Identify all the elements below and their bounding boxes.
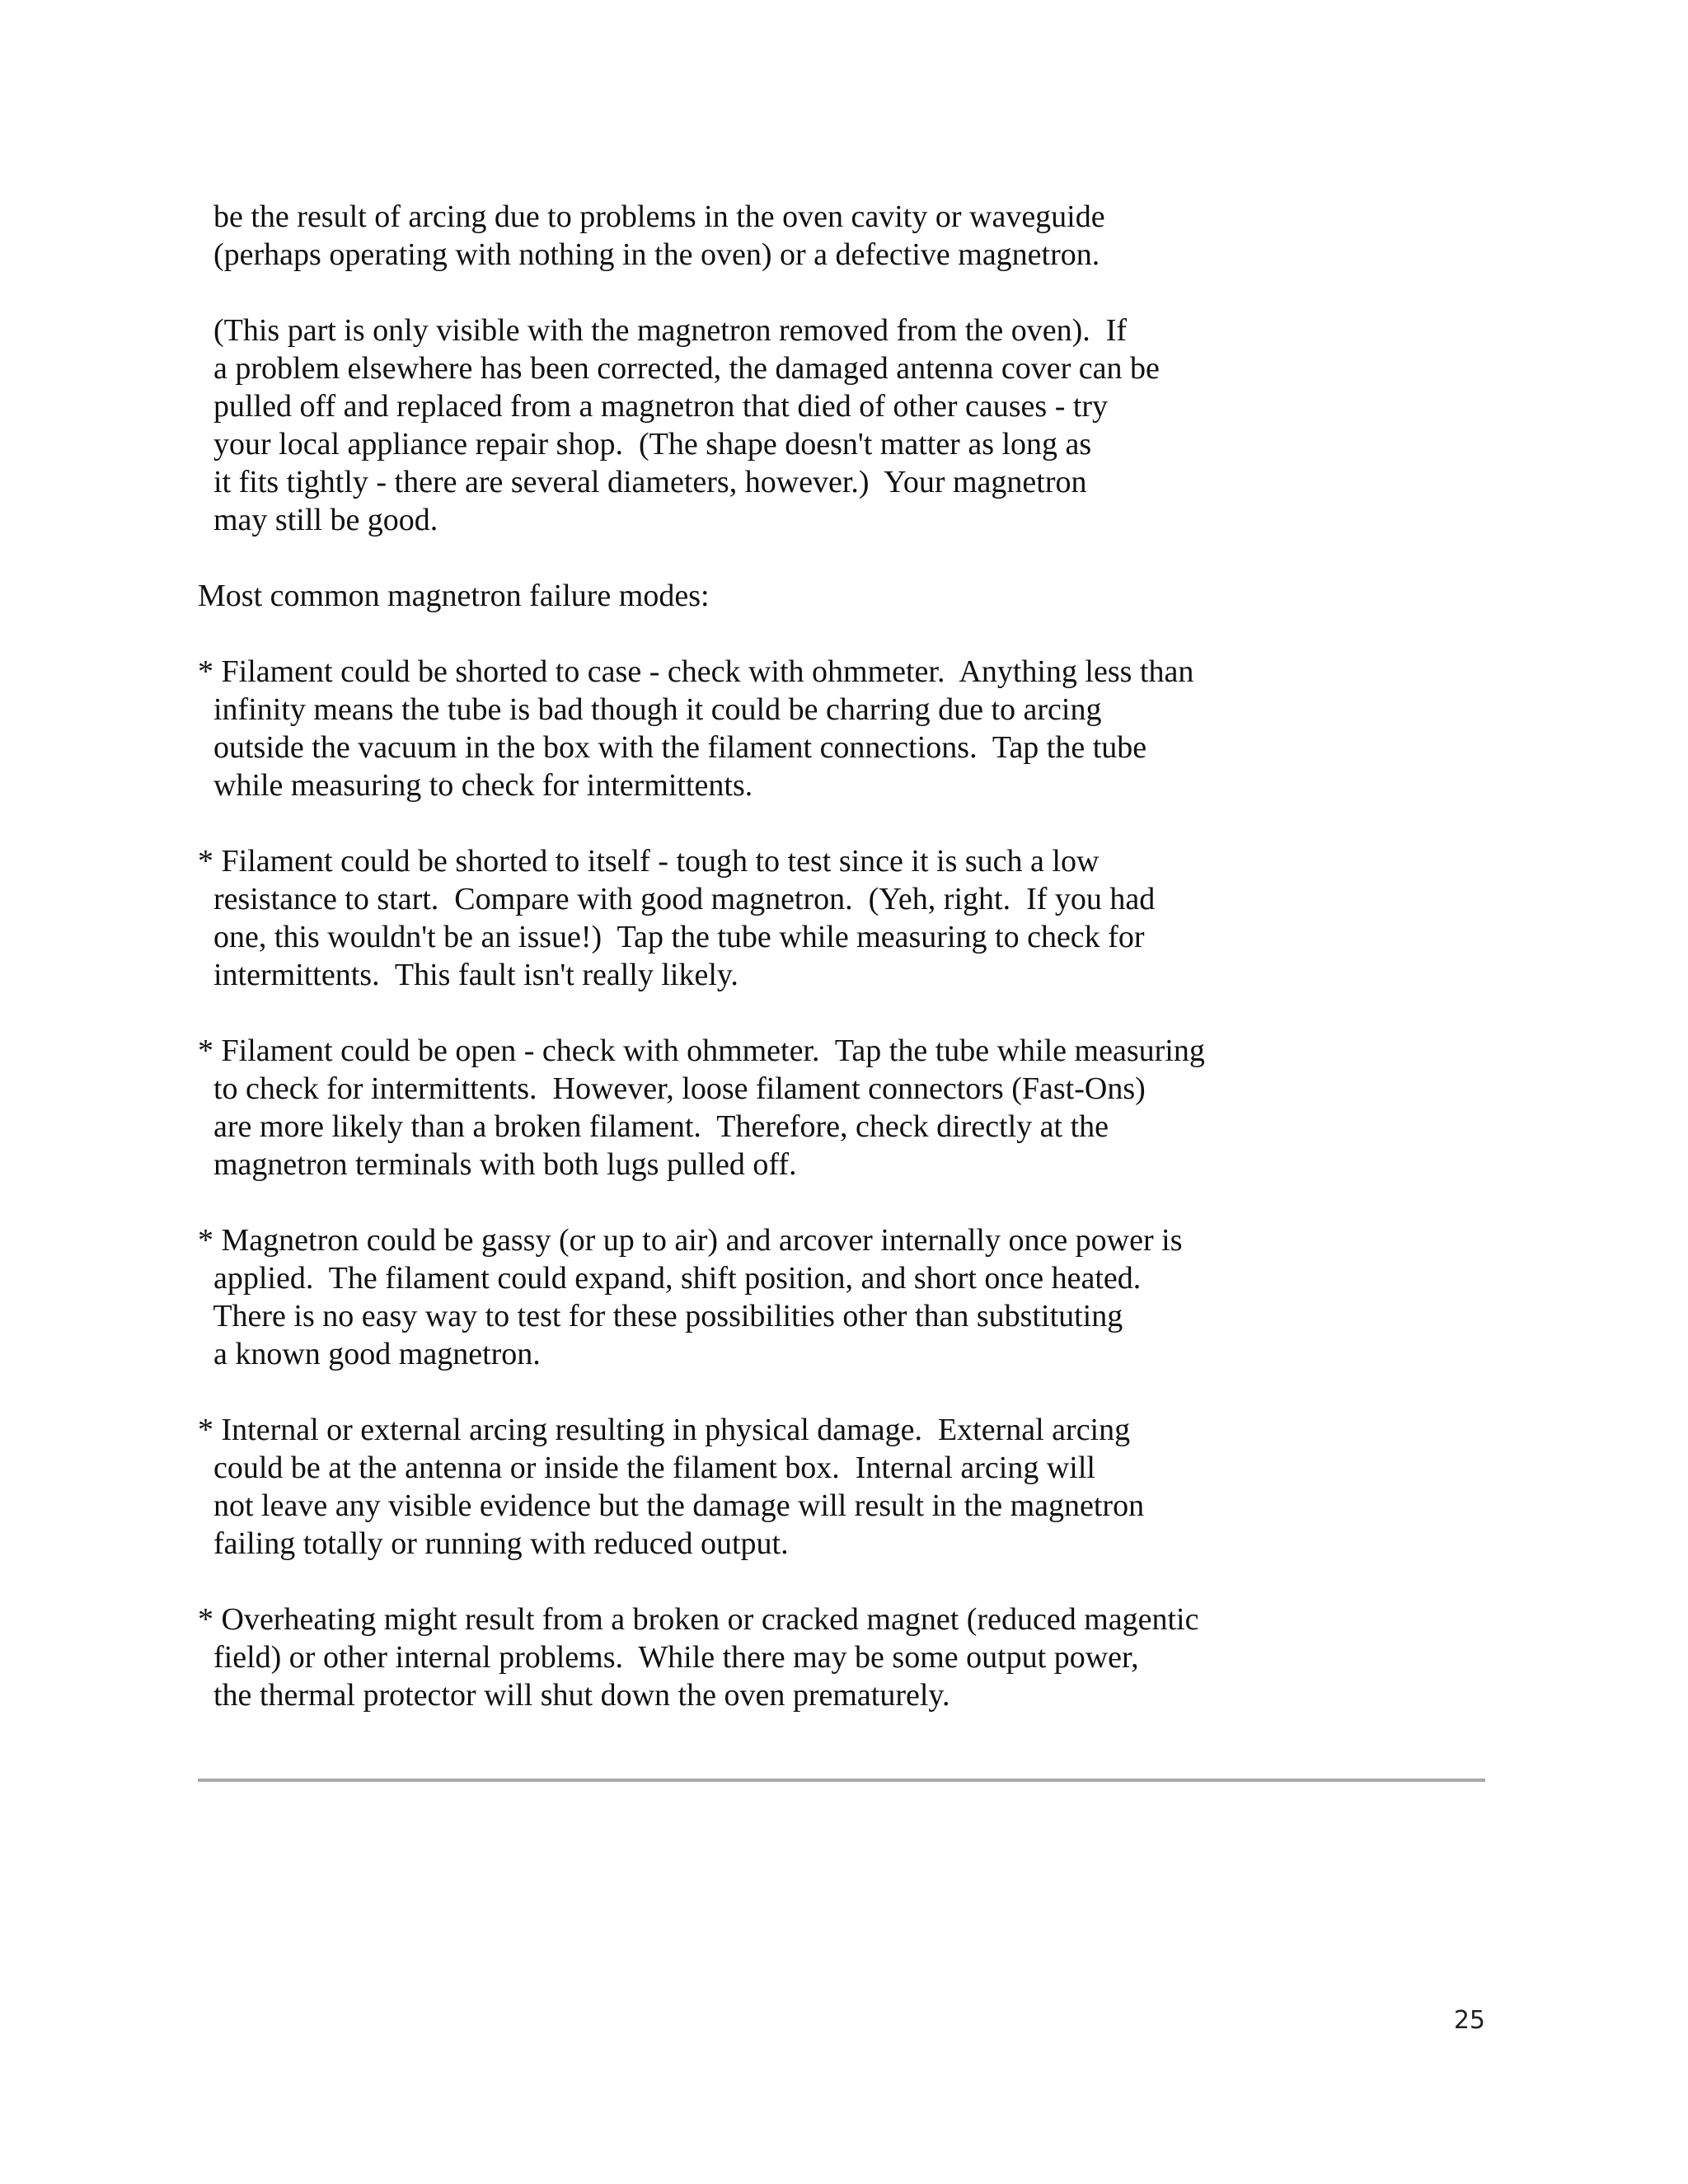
list-item-filament-shorted-itself: * Filament could be shorted to itself - tough to test since it is such a low resistance to start. Compare with good magnetron. (Yeh, right. If you had one, this wouldn't be an issue!) Tap the tube while measuring to check for intermittents. This fault isn't really likely.: [198, 844, 1156, 992]
list-item-filament-open: * Filament could be open - check with ohmmeter. Tap the tube while measuring to check for intermittents. However, loose filament connectors (Fast-Ons) are more likely than a broken filament. Therefore, check directly at the magnetron terminals with both lugs pulled off.: [198, 1033, 1205, 1182]
list-item-overheating: * Overheating might result from a broken or cracked magnet (reduced magentic field) or other internal problems. While there may be some output power, the thermal protector will shut down the oven prematurely.: [198, 1602, 1199, 1713]
list-item-filament-shorted-case: * Filament could be shorted to case - check with ohmmeter. Anything less than infinity means the tube is bad though it could be charring due to arcing outside the vacuum in the box with the filament connections. Tap the tube while measuring to check for intermittents.: [198, 654, 1194, 803]
paragraph-arcing-continuation: be the result of arcing due to problems in the oven cavity or waveguide (perhaps operating with nothing in the oven) or a defective magnetron.: [213, 199, 1105, 272]
list-item-arcing-damage: * Internal or external arcing resulting in physical damage. External arcing could be at the antenna or inside the filament box. Internal arcing will not leave any visible evidence but the damage will result in the magnetron failing totally or running with reduced output.: [198, 1413, 1145, 1561]
paragraph-antenna-cover: (This part is only visible with the magnetron removed from the oven). If a problem elsewhere has been corrected, the damaged antenna cover can be pulled off and replaced from a magnetron that died of other causes - try your local appliance repair shop. (The shape doesn't matter as long as it fits tightly - there are several diameters, however.) Your magnetron may still be good.: [213, 313, 1160, 537]
section-heading-failure-modes: Most common magnetron failure modes:: [198, 579, 710, 613]
horizontal-rule: [198, 1779, 1485, 1782]
page-number: 25: [1453, 2006, 1485, 2035]
list-item-magnetron-gassy: * Magnetron could be gassy (or up to air) and arcover internally once power is applied. The filament could expand, shift position, and short once heated. There is no easy way to test for these possibilities other than substituting a known good magnetron.: [198, 1223, 1183, 1371]
